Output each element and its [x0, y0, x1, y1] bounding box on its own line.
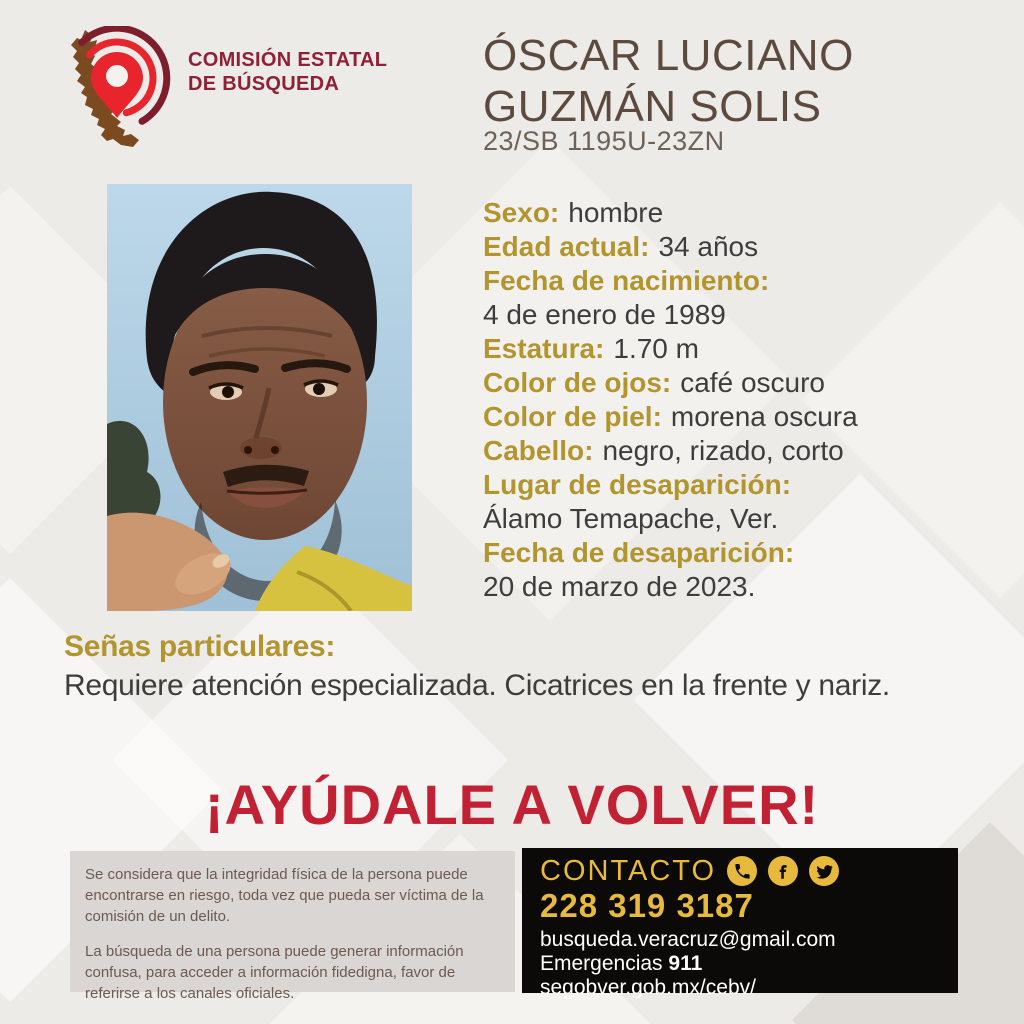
help-headline: ¡AYÚDALE A VOLVER!	[204, 773, 820, 836]
disclaimer-box	[70, 851, 515, 1002]
distinguishing-marks-label: Señas particulares:	[64, 630, 336, 663]
disclaimer-paragraph-2: La búsqueda de una persona puede generar información confusa, para acceder a información fidedigna, favor de referirse a los canales oficiales.	[85, 943, 464, 1002]
distinguishing-marks-section	[64, 630, 994, 703]
emergency-line	[540, 952, 940, 976]
agency-logo	[58, 26, 387, 152]
detail-row-fecha-nacimiento-label: Fecha de nacimiento:	[483, 265, 770, 296]
contact-phone-number: 228 319 3187	[540, 887, 754, 924]
person-name	[483, 30, 854, 132]
contact-title: CONTACTO	[540, 855, 717, 887]
emergency-number: 911	[668, 952, 703, 975]
person-portrait-illustration	[107, 184, 412, 611]
agency-name-line2: DE BÚSQUEDA	[188, 73, 340, 95]
veracruz-map-pin-icon	[58, 26, 180, 152]
detail-row-color-ojos: Color de ojos: café oscuro	[483, 367, 825, 398]
detail-row-color-piel: Color de piel: morena oscura	[483, 401, 858, 432]
emergency-label: Emergencias	[540, 952, 669, 975]
detail-row-fecha-desaparicion-value: 20 de marzo de 2023.	[483, 571, 756, 602]
detail-row-sexo: Sexo: hombre	[483, 197, 664, 228]
facebook-icon	[768, 856, 798, 886]
twitter-icon	[809, 856, 839, 886]
person-photo	[107, 184, 412, 611]
contact-email: busqueda.veracruz@gmail.com	[540, 928, 836, 951]
distinguishing-marks-text: Requiere atención especializada. Cicatrices en la frente y nariz.	[64, 669, 890, 702]
detail-row-lugar-desaparicion-label: Lugar de desaparición:	[483, 469, 792, 500]
case-number: 23/SB 1195U-23ZN	[483, 126, 725, 156]
agency-name	[188, 48, 387, 96]
detail-row-lugar-desaparicion-value: Álamo Temapache, Ver.	[483, 503, 779, 534]
person-details-list	[483, 196, 858, 604]
detail-row-edad: Edad actual: 34 años	[483, 231, 759, 262]
person-name-line1: ÓSCAR LUCIANO	[483, 31, 854, 80]
contact-header	[540, 855, 940, 887]
detail-row-fecha-desaparicion-label: Fecha de desaparición:	[483, 537, 795, 568]
detail-row-cabello: Cabello: negro, rizado, corto	[483, 435, 844, 466]
agency-name-line1: COMISIÓN ESTATAL	[188, 49, 388, 71]
person-name-line2: GUZMÁN SOLIS	[483, 82, 822, 132]
phone-icon	[727, 856, 757, 886]
disclaimer-paragraph-1: Se considera que la integridad física de la persona puede encontrarse en riesgo, toda vez que pueda ser víctima de la comisión de un delito.	[85, 866, 484, 925]
detail-row-fecha-nacimiento-value: 4 de enero de 1989	[483, 299, 726, 330]
detail-row-estatura: Estatura: 1.70 m	[483, 333, 699, 364]
contact-website: segobver.gob.mx/cebv/	[540, 976, 756, 999]
contact-box	[522, 848, 958, 999]
